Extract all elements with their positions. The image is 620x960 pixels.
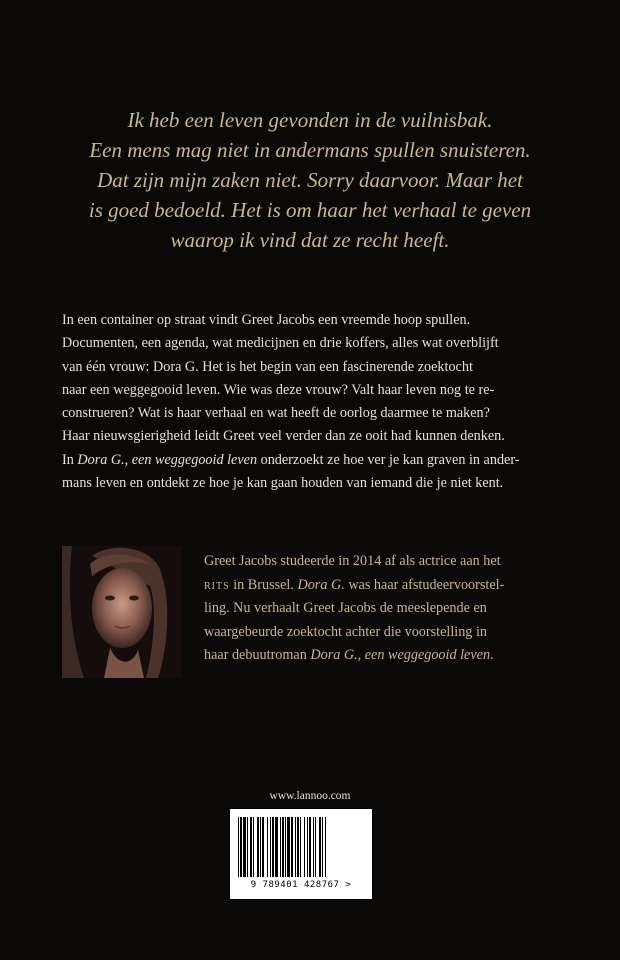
book-title-italic: Dora G., een weggegooid leven — [77, 451, 258, 468]
quote-line: waarop ik vind dat ze recht heeft. — [170, 228, 450, 252]
book-title-italic: Dora G., een weggegooid leven — [310, 647, 491, 664]
author-bio — [204, 550, 574, 668]
author-photo — [62, 546, 182, 678]
blurb-line: construeren? Wat is haar verhaal en wat heeft de oorlog daarmee te maken? — [62, 405, 490, 422]
blurb-line: Documenten, een agenda, wat medicijnen en drie koffers, alles wat overblijft — [62, 335, 499, 352]
bio-line: waargebeurde zoektocht achter die voorstelling in — [204, 623, 487, 640]
barcode-bar — [270, 817, 271, 877]
barcode-bar — [319, 817, 321, 877]
bio-line: Greet Jacobs studeerde in 2014 af als actrice aan het — [204, 553, 501, 569]
isbn-number: 9 789401 428767 > — [250, 880, 352, 890]
quote-line: Een mens mag niet in andermans spullen snuisteren. — [89, 138, 531, 162]
book-blurb — [62, 309, 562, 495]
barcode-bar — [322, 817, 323, 877]
publisher-url[interactable]: www.lannoo.com — [269, 790, 351, 802]
barcode-bar — [275, 817, 278, 877]
barcode-bars — [236, 817, 366, 879]
author-portrait-illustration — [62, 546, 182, 678]
play-title-italic: Dora G. — [297, 576, 345, 593]
quote-line: Dat zijn mijn zaken niet. Sorry daarvoor. Maar het — [97, 168, 523, 192]
bio-line: ling. Nu verhaalt Greet Jacobs de meeslepende en — [204, 600, 487, 617]
bio-text: . — [490, 647, 494, 664]
barcode-bar — [282, 817, 284, 877]
quote-line: Ik heb een leven gevonden in de vuilnisbak. — [127, 108, 493, 132]
quote-line: is goed bedoeld. Het is om haar het verhaal te geven — [88, 198, 532, 222]
bio-text: haar debuutroman — [204, 647, 311, 664]
barcode-bar — [309, 817, 311, 877]
blurb-line: van één vrouw: Dora G. Het is het begin van een fascinerende zoektocht — [62, 358, 473, 375]
barcode-bar — [280, 817, 281, 877]
barcode-bar — [307, 817, 308, 877]
barcode-bar — [267, 817, 268, 877]
barcode-bar — [238, 817, 239, 877]
barcode-bar — [262, 817, 264, 877]
blurb-line: In een container op straat vindt Greet Jacobs een vreemde hoop spullen. — [62, 312, 471, 328]
barcode-bar — [253, 817, 254, 877]
barcode-bar — [313, 817, 314, 877]
blurb-line-suffix: onderzoekt ze hoe ver je kan graven in ander- — [257, 451, 520, 468]
isbn-barcode — [229, 808, 373, 900]
blurb-line: mans leven en ontdekt ze hoe je kan gaan houden van iemand die je niet kent. — [62, 475, 504, 492]
bio-text: in Brussel. — [229, 576, 298, 593]
barcode-bar — [247, 817, 248, 877]
barcode-bar — [287, 817, 290, 877]
barcode-bar — [297, 817, 299, 877]
blurb-line: naar een weggegooid leven. Wie was deze vrouw? Valt haar leven nog te re- — [62, 381, 495, 398]
barcode-bar — [257, 817, 259, 877]
blurb-line — [62, 449, 562, 472]
bio-line — [204, 644, 574, 668]
barcode-bar — [291, 817, 293, 877]
barcode-bar — [250, 817, 252, 877]
barcode-bar — [272, 817, 274, 877]
barcode-bar — [285, 817, 286, 877]
school-name: rits — [204, 576, 230, 593]
barcode-bar — [304, 817, 305, 877]
barcode-bar — [295, 817, 296, 877]
barcode-bar — [240, 817, 242, 877]
barcode-bar — [325, 817, 326, 877]
barcode-bar — [315, 817, 316, 877]
pull-quote — [40, 105, 580, 255]
blurb-line-prefix: In — [62, 451, 78, 468]
bio-text: was haar afstudeervoorstel- — [344, 576, 505, 593]
blurb-line: Haar nieuwsgierigheid leidt Greet veel verder dan ze ooit had kunnen denken. — [62, 428, 505, 445]
barcode-bar — [243, 817, 246, 877]
barcode-bar — [300, 817, 301, 877]
barcode-bar — [260, 817, 261, 877]
bio-line — [204, 574, 574, 598]
